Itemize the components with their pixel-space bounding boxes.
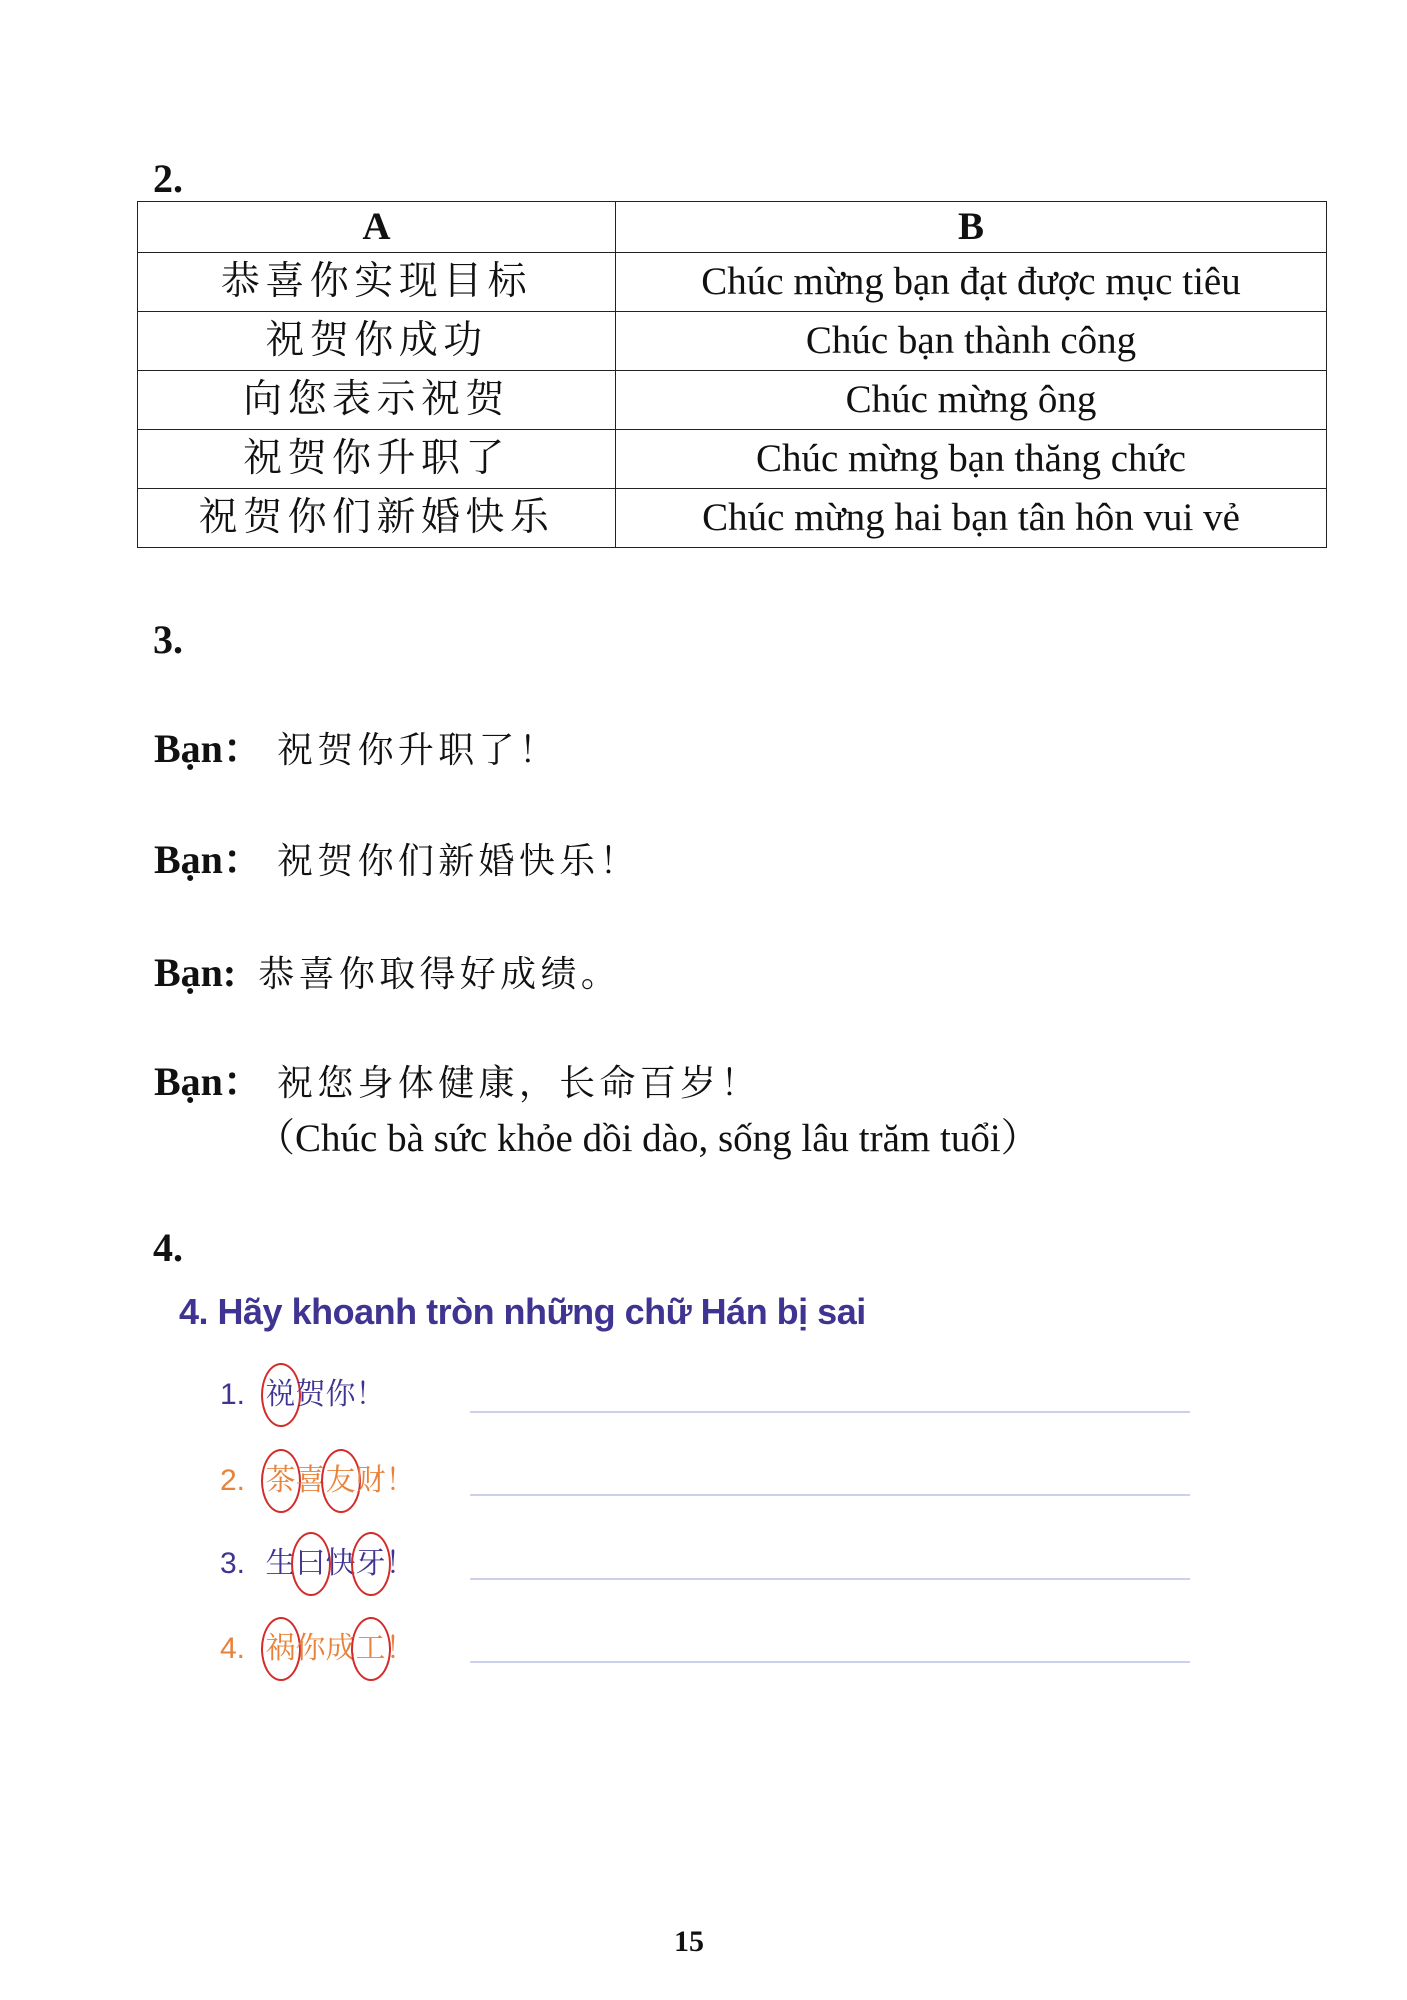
hanzi-char: ！ [355, 1377, 386, 1412]
dialogue-text: 祝贺你升职了！ [276, 730, 560, 771]
hanzi-char[interactable]: 你 [295, 1631, 326, 1666]
table-row [138, 430, 1327, 489]
item-number: 1. [220, 1378, 246, 1411]
table-row [138, 253, 1327, 312]
chinese-cell: 向您表示祝贺 [138, 371, 616, 430]
matching-table [137, 201, 1327, 548]
hanzi-char: ！ [385, 1631, 416, 1666]
dialogue-line [154, 1057, 761, 1107]
speaker-label: Bạn： [154, 726, 263, 771]
column-a-header: A [138, 202, 616, 253]
chinese-cell: 祝贺你成功 [138, 312, 616, 371]
item-number: 4. [220, 1632, 246, 1665]
chinese-cell: 恭喜你实现目标 [138, 253, 616, 312]
speaker-label: Bạn： [154, 837, 263, 882]
exercise-item [220, 1461, 416, 1501]
hanzi-char[interactable]: 喜 [295, 1463, 326, 1498]
vietnamese-cell: Chúc mừng bạn đạt được mục tiêu [616, 253, 1327, 312]
section-3-number: 3. [153, 617, 183, 662]
exercise-title: 4. Hãy khoanh tròn những chữ Hán bị sai [179, 1291, 866, 1332]
vietnamese-cell: Chúc mừng ông [616, 371, 1327, 430]
hanzi-char: ！ [385, 1463, 416, 1498]
section-2-number: 2. [153, 156, 183, 201]
hanzi-char[interactable]: 你 [325, 1377, 356, 1412]
hanzi-char[interactable]: 友 [326, 1461, 356, 1501]
vietnamese-cell: Chúc bạn thành công [616, 312, 1327, 371]
answer-line[interactable] [470, 1411, 1190, 1413]
dialogue-text: 祝您身体健康，长命百岁！ [276, 1063, 761, 1104]
table-row [138, 371, 1327, 430]
exercise-item [220, 1375, 386, 1415]
hanzi-char[interactable]: 祸 [266, 1629, 296, 1669]
dialogue-line [154, 724, 559, 774]
table-row [138, 489, 1327, 548]
hanzi-char[interactable]: 生 [265, 1546, 296, 1581]
section-4-number: 4. [153, 1225, 183, 1270]
vietnamese-cell: Chúc mừng bạn thăng chức [616, 430, 1327, 489]
dialogue-line [154, 835, 640, 885]
hanzi-char[interactable]: 曰 [296, 1544, 326, 1584]
hanzi-char[interactable]: 茶 [266, 1461, 296, 1501]
exercise-item [220, 1629, 416, 1669]
exercise-item [220, 1544, 416, 1584]
hanzi-char[interactable]: 成 [325, 1631, 356, 1666]
hanzi-char[interactable]: 工 [356, 1629, 386, 1669]
vietnamese-cell: Chúc mừng hai bạn tân hôn vui vẻ [616, 489, 1327, 548]
hanzi-char[interactable]: 祱 [266, 1375, 296, 1415]
speaker-label: Bạn: [154, 950, 237, 995]
dialogue-text: 恭喜你取得好成绩。 [258, 954, 622, 995]
answer-line[interactable] [470, 1578, 1190, 1580]
table-header-row [138, 202, 1327, 253]
dialogue-translation: （Chúc bà sức khỏe dồi dào, sống lâu trăm tuổi） [256, 1117, 1040, 1160]
column-b-header: B [616, 202, 1327, 253]
dialogue-line [154, 948, 621, 998]
page-number: 15 [674, 1925, 704, 1958]
chinese-cell: 祝贺你们新婚快乐 [138, 489, 616, 548]
chinese-cell: 祝贺你升职了 [138, 430, 616, 489]
hanzi-char[interactable]: 贺 [295, 1377, 326, 1412]
hanzi-char[interactable]: 快 [325, 1546, 356, 1581]
item-number: 3. [220, 1547, 246, 1580]
speaker-label: Bạn： [154, 1059, 263, 1104]
dialogue-text: 祝贺你们新婚快乐！ [276, 841, 640, 882]
table-row [138, 312, 1327, 371]
hanzi-char: ！ [385, 1546, 416, 1581]
answer-line[interactable] [470, 1661, 1190, 1663]
answer-line[interactable] [470, 1494, 1190, 1496]
hanzi-char[interactable]: 财 [355, 1463, 386, 1498]
item-number: 2. [220, 1464, 246, 1497]
hanzi-char[interactable]: 牙 [356, 1544, 386, 1584]
